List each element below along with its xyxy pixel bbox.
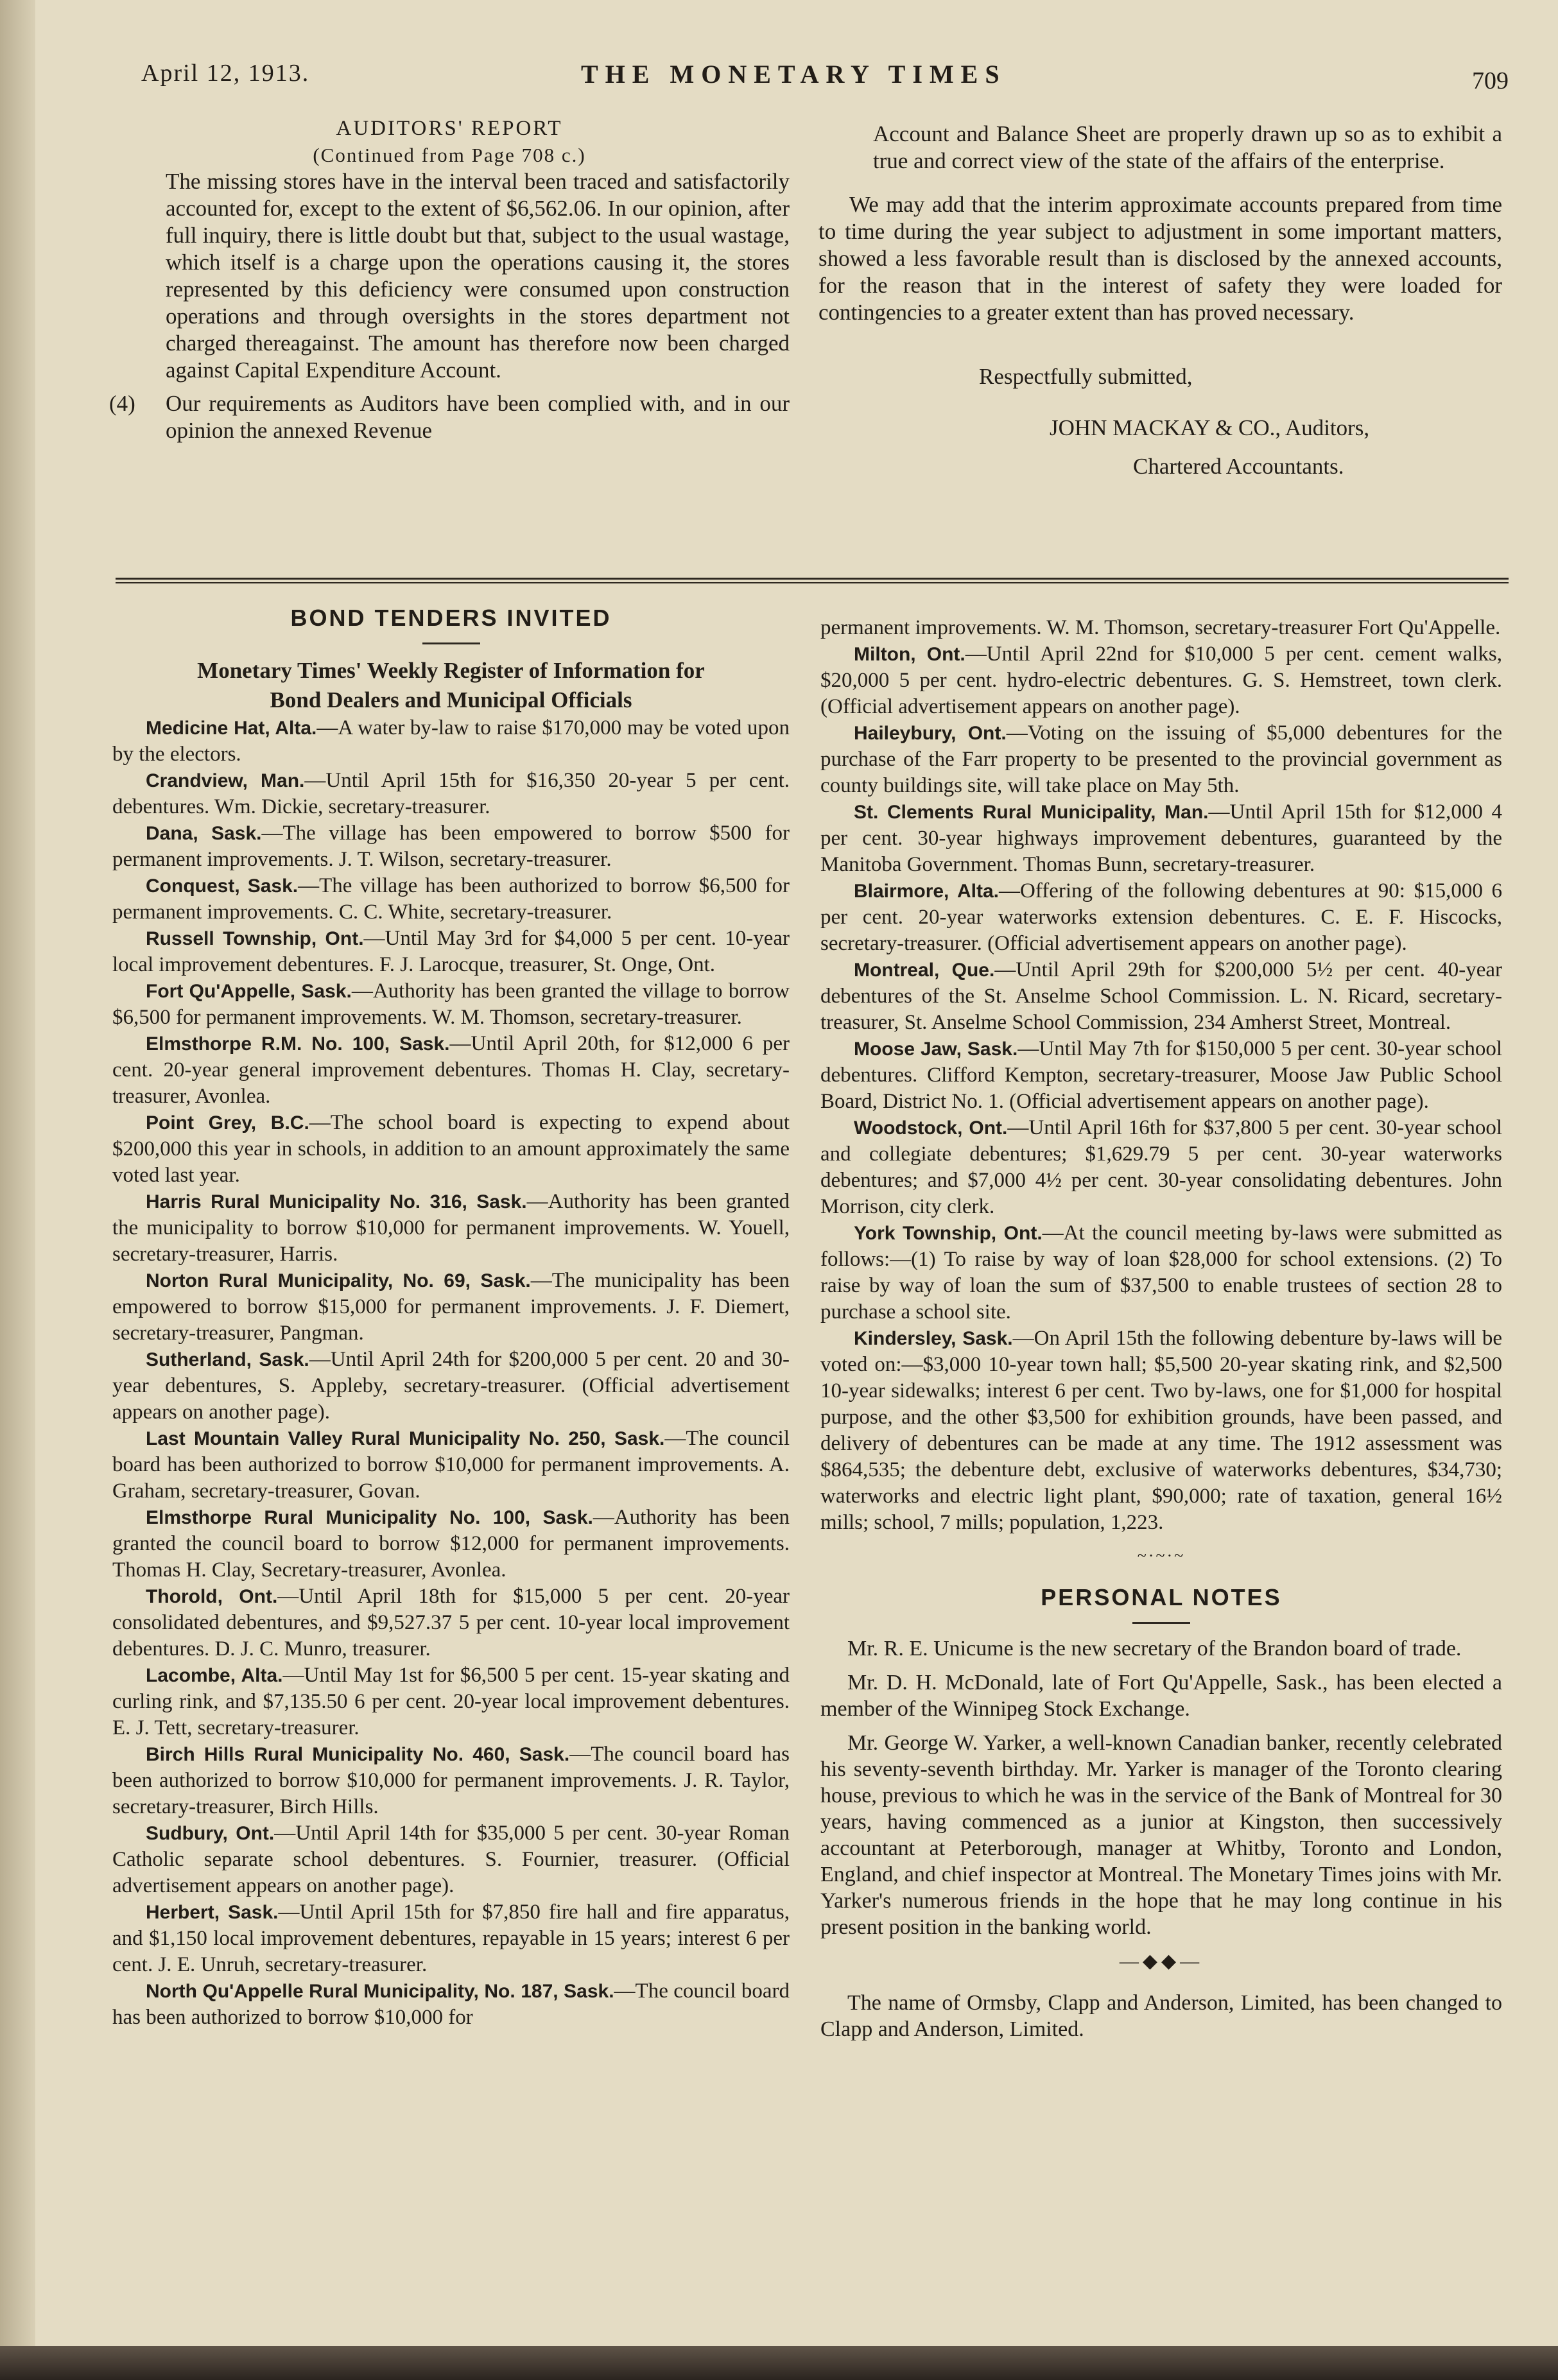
entry-text: —Authority has been granted the municipality to borrow $10,000 for permanent improvements. W. Youell, secretary-treasurer, Harris. xyxy=(112,1190,790,1266)
municipality-name: Herbert, Sask. xyxy=(146,1902,279,1923)
auditors-report-paragraph: The missing stores have in the interval been traced and satisfactorily accounted for, except to the extent of $6,562.06. In our opinion, after full inquiry, there is little doubt but that, subject to the usual wastage, which itself is a charge upon the operations causing it, the stores represented by this deficiency were consumed upon construction operations and through oversights in the stores department not charged thereagainst. The amount has therefore now been charged against Capital Expenditure Account. xyxy=(166,169,790,383)
municipality-name: Montreal, Que. xyxy=(854,960,995,981)
municipality-name: St. Clements Rural Municipality, Man. xyxy=(854,802,1209,823)
auditors-report-left xyxy=(109,116,790,444)
bond-tenders-heading: BOND TENDERS INVITED xyxy=(290,605,612,631)
municipality-name: Fort Qu'Appelle, Sask. xyxy=(146,981,352,1002)
signature-designation: Chartered Accountants. xyxy=(1133,454,1344,479)
page-bottom-edge xyxy=(0,2346,1558,2380)
bond-tender-entry xyxy=(112,873,790,926)
municipality-name: Conquest, Sask. xyxy=(146,875,299,897)
personal-notes xyxy=(820,1584,1502,2042)
bond-tender-entry xyxy=(112,978,790,1031)
bond-tenders-left-column xyxy=(112,605,790,2031)
ornament-divider: ~·~·~ xyxy=(1137,1546,1186,1565)
bond-tender-entry xyxy=(112,1662,790,1741)
bond-tender-entry xyxy=(112,926,790,978)
entry-text: —The council board has been authorized to borrow $10,000 for xyxy=(112,1979,790,2029)
personal-note: Mr. D. H. McDonald, late of Fort Qu'Appelle, Sask., has been elected a member of the Winnipeg Stock Exchange. xyxy=(820,1671,1502,1721)
municipality-name: Russell Township, Ont. xyxy=(146,928,364,949)
municipality-name: Medicine Hat, Alta. xyxy=(146,718,317,739)
bond-tender-entry xyxy=(820,1115,1502,1220)
entry-text: —Until April 14th for $35,000 5 per cent. 30-year Roman Catholic separate school debentures. S. Fournier, treasurer. (Official advertisement appears on another page). xyxy=(112,1822,790,1897)
municipality-name: Sudbury, Ont. xyxy=(146,1823,275,1844)
bond-tender-entry xyxy=(820,957,1502,1036)
entry-text: —The council board has been authorized to borrow $10,000 for permanent improvements. A. Graham, secretary-treasurer, Govan. xyxy=(112,1427,790,1503)
municipality-name: Moose Jaw, Sask. xyxy=(854,1039,1018,1060)
bond-tender-entry xyxy=(112,820,790,873)
auditors-report-title: AUDITORS' REPORT xyxy=(336,117,563,140)
entry-text: —Until April 15th for $12,000 4 per cent. 30-year highways improvement debentures, guaranteed by the Manitoba Government. Thomas Bunn, secretary-treasurer. xyxy=(820,800,1503,876)
municipality-name: Last Mountain Valley Rural Municipality No. 250, Sask. xyxy=(146,1428,665,1449)
bond-tender-entry xyxy=(112,1820,790,1899)
auditors-report-continued: (Continued from Page 708 c.) xyxy=(313,144,586,166)
auditors-report-right xyxy=(818,121,1502,480)
issue-date: April 12, 1913. xyxy=(141,60,310,87)
bond-tenders-right-column xyxy=(820,615,1502,2050)
entry-text: —A water by-law to raise $170,000 may be voted upon by the electors. xyxy=(112,716,790,766)
item-text: Our requirements as Auditors have been complied with, and in our opinion the annexed Revenue xyxy=(166,391,790,443)
page-number: 709 xyxy=(1472,67,1509,94)
bond-tender-entry xyxy=(112,1741,790,1820)
heading-rule xyxy=(422,642,480,644)
closing-line: Respectfully submitted, xyxy=(979,364,1193,389)
entry-text: —Until April 24th for $200,000 5 per cent. 20 and 30-year debentures, S. Appleby, secretary-treasurer. (Official advertisement appears on another page). xyxy=(112,1348,790,1424)
heading-rule xyxy=(1132,1622,1190,1624)
municipality-name: Blairmore, Alta. xyxy=(854,881,1000,902)
bond-tender-entry xyxy=(112,1426,790,1505)
bond-tender-entry xyxy=(112,768,790,820)
municipality-name: Point Grey, B.C. xyxy=(146,1112,309,1134)
bond-tender-entry xyxy=(820,1220,1502,1325)
municipality-name: Milton, Ont. xyxy=(854,644,965,665)
bond-tender-entry xyxy=(112,715,790,768)
municipality-name: Haileybury, Ont. xyxy=(854,723,1007,744)
bond-tender-entry xyxy=(112,1031,790,1110)
page-gutter-shadow xyxy=(0,0,35,2380)
entry-text: —Until April 15th for $16,350 20-year 5 per cent. debentures. Wm. Dickie, secretary-treasurer. xyxy=(112,769,790,818)
entry-text: —At the council meeting by-laws were submitted as follows:—(1) To raise by way of loan $28,000 for school extensions. (2) To raise by way of loan the sum of $37,500 to enable trustees of section 28 to purchase a school site. xyxy=(820,1221,1502,1324)
municipality-name: North Qu'Appelle Rural Municipality, No. 187, Sask. xyxy=(146,1981,614,2002)
bond-tender-list xyxy=(820,641,1502,1536)
section-divider-double xyxy=(116,582,1509,583)
bond-tender-entry xyxy=(112,1583,790,1662)
register-heading-line1: Monetary Times' Weekly Register of Information for xyxy=(197,658,705,683)
personal-notes-heading: PERSONAL NOTES xyxy=(1041,1584,1282,1610)
section-divider xyxy=(116,578,1509,580)
personal-note: Mr. George W. Yarker, a well-known Canadian banker, recently celebrated his seventy-seventh birthday. Mr. Yarker is manager of the Toronto clearing house, previous to which he was in the service of the Bank of Montreal for 30 years, having commenced as a junior at Kingston, then successively accountant at Peterborough, manager at Whitby, Toronto and London, England, and chief inspector at Montreal. The Monetary Times joins with Mr. Yarker's numerous friends in the hope that he may long continue in his present position in the banking world. xyxy=(820,1731,1502,1939)
entry-text: —Until April 22nd for $10,000 5 per cent. cement walks, $20,000 5 per cent. hydro-electric debentures. G. S. Hemstreet, town clerk. (Official advertisement appears on another page). xyxy=(820,642,1502,718)
auditors-report-item-4 xyxy=(109,390,790,444)
auditors-report-paragraph: We may add that the interim approximate accounts prepared from time to time during the year subject to adjustment in some important matters, showed a less favorable result than is disclosed by the annexed accounts, for the reason that in the interest of safety they were loaded for contingencies to a greater extent than has proved necessary. xyxy=(818,192,1502,325)
ornament-divider: —◆◆— xyxy=(1119,1951,1204,1972)
entry-text: —Until April 15th for $7,850 fire hall and fire apparatus, and $1,150 local improvement debentures, repayable in 15 years; interest 6 per cent. J. E. Unruh, secretary-treasurer. xyxy=(112,1901,790,1976)
municipality-name: Thorold, Ont. xyxy=(146,1586,278,1607)
municipality-name: Norton Rural Municipality, No. 69, Sask. xyxy=(146,1270,531,1291)
entry-text: —The municipality has been empowered to borrow $15,000 for permanent improvements. J. F. Diemert, secretary-treasurer, Pangman. xyxy=(112,1269,790,1345)
municipality-name: Crandview, Man. xyxy=(146,770,305,791)
bond-tender-entry xyxy=(112,1899,790,1978)
entry-text: —Offering of the following debentures at 90: $15,000 6 per cent. 20-year waterworks extension debentures. C. E. F. Hiscocks, secretary-treasurer. (Official advertisement appears on another page). xyxy=(820,879,1502,955)
signature-firm: JOHN MACKAY & CO., Auditors, xyxy=(1050,415,1370,440)
page-header xyxy=(141,59,1509,98)
municipality-name: Sutherland, Sask. xyxy=(146,1349,309,1370)
bond-tender-entry xyxy=(112,1268,790,1347)
bond-tender-entry xyxy=(112,1189,790,1268)
bond-tender-entry xyxy=(820,720,1502,799)
municipality-name: Lacombe, Alta. xyxy=(146,1665,283,1686)
entry-text: —Voting on the issuing of $5,000 debentures for the purchase of the Farr property to be presented to the provincial government as county buildings site, will take place on May 5th. xyxy=(820,721,1502,797)
item-number: (4) xyxy=(109,391,135,416)
entry-text: —On April 15th the following debenture by-laws will be voted on:—$3,000 10-year town hall; $5,500 20-year skating rink, and $2,500 10-year sidewalks; interest 6 per cent. Two by-laws, one for $1,000 for hospital purpose, and the other $3,500 for exhibition grounds, have been passed, and delivery of debentures can be made at any time. The 1912 assessment was $864,535; the debenture debt, exclusive of waterworks debentures, $34,730; waterworks and electric light plant, $90,000; rate of taxation, general 16½ mills; school, 7 mills; population, 1,223. xyxy=(820,1327,1502,1534)
bond-tender-entry xyxy=(112,1110,790,1189)
entry-text: —Until May 3rd for $4,000 5 per cent. 10-year local improvement debentures. F. J. Larocque, treasurer, St. Onge, Ont. xyxy=(112,927,790,976)
bond-tender-list xyxy=(112,715,790,2031)
municipality-name: York Township, Ont. xyxy=(854,1223,1043,1244)
municipality-name: Harris Rural Municipality No. 316, Sask. xyxy=(146,1191,527,1212)
entry-text: —The school board is expecting to expend about $200,000 this year in schools, in addition to an amount approximately the same voted last year. xyxy=(112,1111,790,1187)
bond-tender-entry xyxy=(820,799,1502,878)
entry-text: —Until April 20th, for $12,000 6 per cent. 20-year general improvement debentures. Thomas H. Clay, secretary-treasurer, Avonlea. xyxy=(112,1032,790,1108)
entry-text: —Authority has been granted the council board to borrow $12,000 for permanent improvements. Thomas H. Clay, Secretary-treasurer, Avonlea. xyxy=(112,1506,790,1582)
municipality-name: Woodstock, Ont. xyxy=(854,1117,1008,1139)
bond-tender-entry xyxy=(112,1505,790,1583)
municipality-name: Elmsthorpe R.M. No. 100, Sask. xyxy=(146,1033,450,1055)
bond-tender-entry xyxy=(820,1325,1502,1536)
entry-text: —Until April 18th for $15,000 5 per cent. 20-year consolidated debentures, and $9,527.37 5 per cent. 10-year local improvement debentures. D. J. C. Munro, treasurer. xyxy=(112,1585,790,1660)
entry-text: —Authority has been granted the village to borrow $6,500 for permanent improvements. W. M. Thomson, secretary-treasurer. xyxy=(112,979,790,1029)
publication-title: THE MONETARY TIMES xyxy=(581,60,1007,89)
municipality-name: Kindersley, Sask. xyxy=(854,1328,1013,1349)
municipality-name: Elmsthorpe Rural Municipality No. 100, Sask. xyxy=(146,1507,593,1528)
entry-text: —Until April 29th for $200,000 5½ per cent. 40-year debentures of the St. Anselme School Commission. L. N. Ricard, secretary-treasurer, St. Anselme School Commission, 234 Amherst Street, Montreal. xyxy=(820,958,1502,1034)
municipality-name: Birch Hills Rural Municipality No. 460, Sask. xyxy=(146,1744,570,1765)
register-heading-line2: Bond Dealers and Municipal Officials xyxy=(270,687,632,712)
bond-tender-entry xyxy=(820,641,1502,720)
auditors-report-paragraph: Account and Balance Sheet are properly drawn up so as to exhibit a true and correct view of the state of the affairs of the enterprise. xyxy=(873,121,1502,173)
bond-tender-entry xyxy=(820,1036,1502,1115)
entry-text: —The village has been empowered to borrow $500 for permanent improvements. J. T. Wilson, secretary-treasurer. xyxy=(112,822,790,871)
municipality-name: Dana, Sask. xyxy=(146,823,262,844)
register-heading xyxy=(112,656,790,715)
entry-text: —The council board has been authorized to borrow $10,000 for permanent improvements. J. R. Taylor, secretary-treasurer, Birch Hills. xyxy=(112,1743,790,1818)
bond-tender-entry xyxy=(820,878,1502,957)
bond-tender-continuation: permanent improvements. W. M. Thomson, secretary-treasurer Fort Qu'Appelle. xyxy=(820,616,1501,639)
entry-text: —Until May 7th for $150,000 5 per cent. 30-year school debentures. Clifford Kempton, secretary-treasurer, Moose Jaw Public School Board, District No. 1. (Official advertisement appears on another page). xyxy=(820,1037,1502,1113)
entry-text: —Until May 1st for $6,500 5 per cent. 15-year skating and curling rink, and $7,135.50 6 per cent. 20-year local improvement debentures. E. J. Tett, secretary-treasurer. xyxy=(112,1664,790,1739)
personal-note: Mr. R. E. Unicume is the new secretary of the Brandon board of trade. xyxy=(847,1637,1462,1660)
entry-text: —Until April 16th for $37,800 5 per cent. 30-year school and collegiate debentures; $1,629.79 5 per cent. 30-year waterworks debentures; and $7,000 4½ per cent. 30-year consolidating debentures. John Morrison, city clerk. xyxy=(820,1116,1502,1218)
bond-tender-entry xyxy=(112,1978,790,2031)
personal-note: The name of Ormsby, Clapp and Anderson, Limited, has been changed to Clapp and Anderson, Limited. xyxy=(820,1991,1502,2041)
entry-text: —The village has been authorized to borrow $6,500 for permanent improvements. C. C. White, secretary-treasurer. xyxy=(112,874,790,924)
bond-tender-entry xyxy=(112,1347,790,1426)
